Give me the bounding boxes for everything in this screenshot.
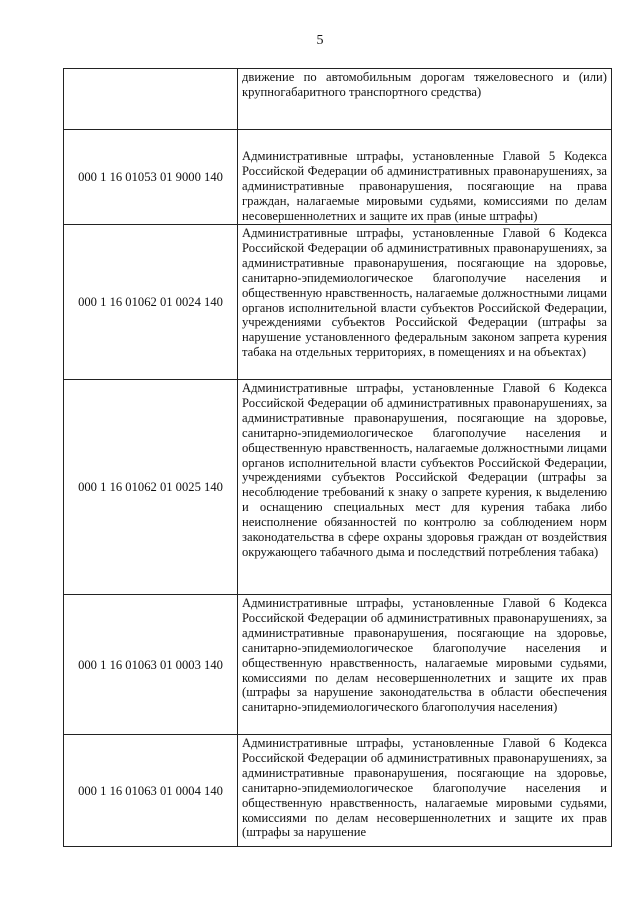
description-cell: Административные штрафы, установленные Главой 5 Кодекса Российской Федерации об административных правонарушениях, за административные правонарушения, посягающие на права граждан, налагаемые мировыми судьями, комиссиями по делам несовершеннолетних и защите их прав (иные штрафы)	[238, 130, 612, 225]
table-row	[64, 69, 612, 130]
budget-codes-table	[63, 68, 612, 847]
description-cell: Административные штрафы, установленные Главой 6 Кодекса Российской Федерации об административных правонарушениях, за административные правонарушения, посягающие на здоровье, санитарно-эпидемиологическое благополучие населения и общественную нравственность, налагаемые мировыми судьями, комиссиями по делам несовершеннолетних и защите их прав (штрафы за нарушение законодательства в области обеспечения санитарно-эпидемиологического благополучия населения)	[238, 595, 612, 735]
page-number: 5	[316, 33, 324, 48]
description-cell: Административные штрафы, установленные Главой 6 Кодекса Российской Федерации об административных правонарушениях, за административные правонарушения, посягающие на здоровье, санитарно-эпидемиологическое благополучие населения и общественную нравственность, налагаемые должностными лицами органов исполнительной власти субъектов Российской Федерации, учреждениями субъектов Российской Федерации (штрафы за несоблюдение требований к знаку о запрете курения, к выделению и оснащению специальных мест для курения табака либо неисполнение обязанностей по контролю за соблюдением норм законодательства в сфере охраны здоровья граждан от воздействия окружающего табачного дыма и последствий потребления табака)	[238, 380, 612, 595]
kbk-code-cell	[64, 69, 238, 130]
kbk-code-cell: 000 1 16 01053 01 9000 140	[64, 130, 238, 225]
table-row	[64, 130, 612, 225]
kbk-code-cell: 000 1 16 01063 01 0003 140	[64, 595, 238, 735]
description-cell: Административные штрафы, установленные Главой 6 Кодекса Российской Федерации об административных правонарушениях, за административные правонарушения, посягающие на здоровье, санитарно-эпидемиологическое благополучие населения и общественную нравственность, налагаемые мировыми судьями, комиссиями по делам несовершеннолетних и защите их прав (штрафы за нарушение	[238, 735, 612, 847]
table-row	[64, 595, 612, 735]
kbk-code-cell: 000 1 16 01062 01 0024 140	[64, 225, 238, 380]
description-cell: движение по автомобильным дорогам тяжеловесного и (или) крупногабаритного транспортного средства)	[238, 69, 612, 130]
kbk-code-cell: 000 1 16 01062 01 0025 140	[64, 380, 238, 595]
table-row	[64, 735, 612, 847]
table-row	[64, 380, 612, 595]
kbk-code-cell: 000 1 16 01063 01 0004 140	[64, 735, 238, 847]
description-cell: Административные штрафы, установленные Главой 6 Кодекса Российской Федерации об административных правонарушениях, за административные правонарушения, посягающие на здоровье, санитарно-эпидемиологическое благополучие населения и общественную нравственность, налагаемые должностными лицами органов исполнительной власти субъектов Российской Федерации, учреждениями субъектов Российской Федерации (штрафы за нарушение установленного федеральным законом запрета курения табака на отдельных территориях, в помещениях и на объектах)	[238, 225, 612, 380]
table-row	[64, 225, 612, 380]
